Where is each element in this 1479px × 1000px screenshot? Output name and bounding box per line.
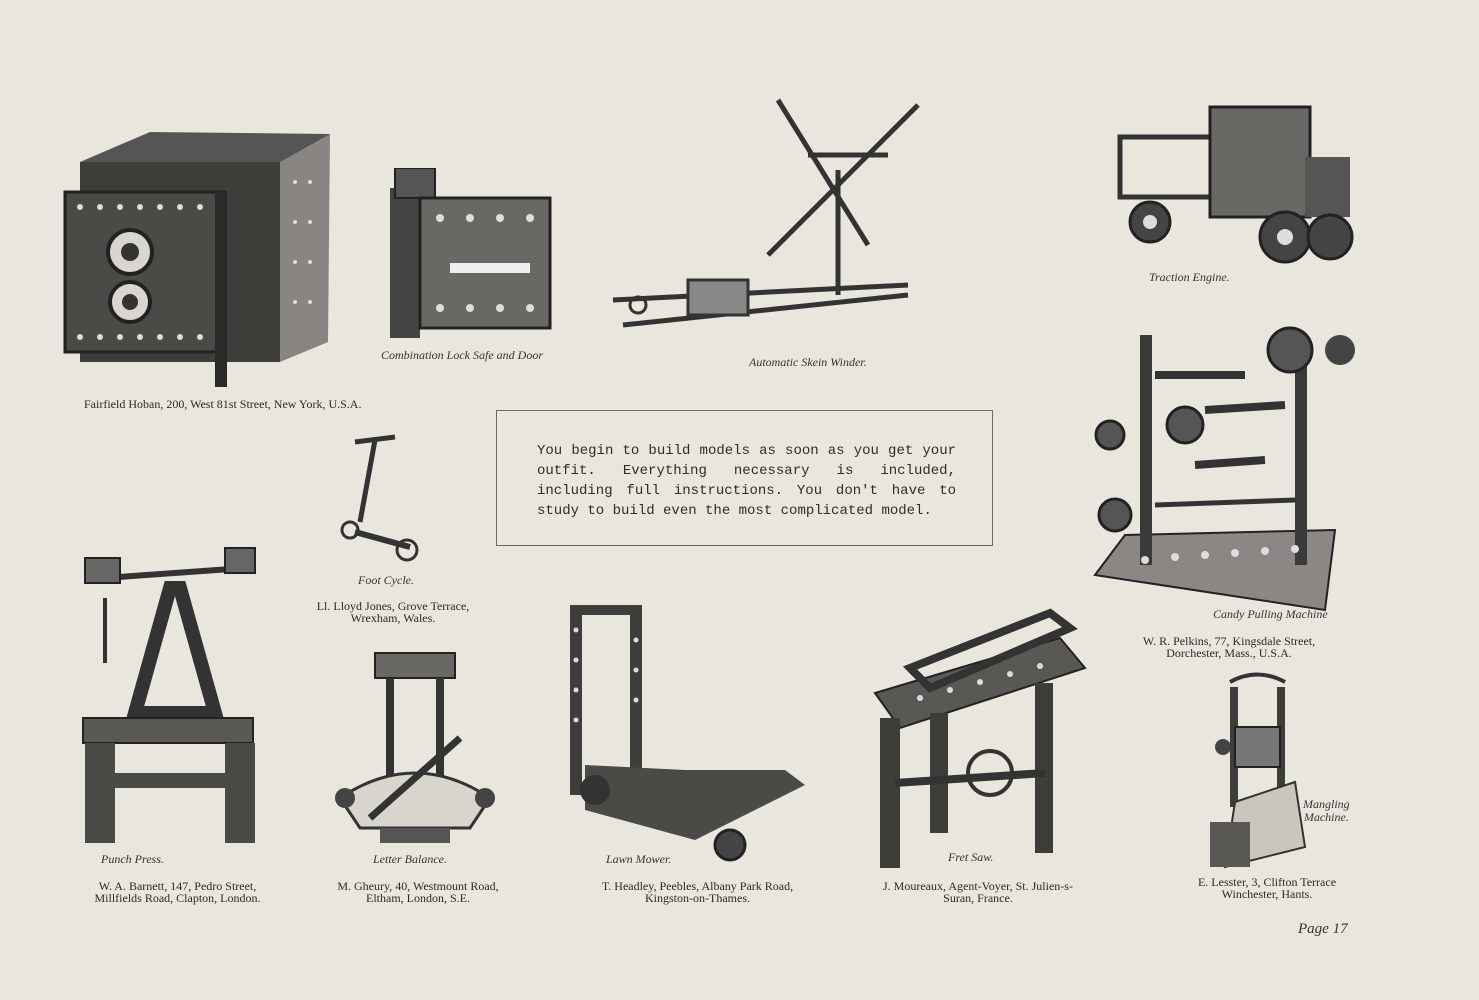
- credit-moureaux: [848, 880, 1108, 904]
- traction-caption: Traction Engine.: [1149, 270, 1230, 284]
- credit-lesster-line1: E. Lesster, 3, Clifton Terrace: [1197, 875, 1337, 889]
- lock-door-illustration: [380, 168, 555, 340]
- candy-pulling-illustration: [1085, 295, 1360, 615]
- credit-lesster-line2: Winchester, Hants.: [1221, 887, 1313, 901]
- fretsaw-caption: Fret Saw.: [948, 850, 994, 864]
- credit-gheury: [313, 880, 523, 904]
- credit-gheury-line1: M. Gheury, 40, Westmount Road,: [337, 879, 499, 893]
- punch-press-illustration: [75, 518, 265, 848]
- credit-jones: [298, 600, 488, 624]
- credit-headley: [570, 880, 825, 904]
- credit-jones-line1: Ll. Lloyd Jones, Grove Terrace,: [316, 599, 470, 613]
- credit-headley-line1: T. Headley, Peebles, Albany Park Road,: [601, 879, 794, 893]
- credit-headley-line2: Kingston-on-Thames.: [645, 891, 750, 905]
- credit-hoban-line: Fairfield Hoban, 200, West 81st Street, New York, U.S.A.: [84, 397, 362, 411]
- page-number: Page 17: [1298, 921, 1348, 937]
- credit-moureaux-line1: J. Moureaux, Agent-Voyer, St. Julien-s-: [883, 879, 1073, 893]
- foot-cycle-illustration: [335, 432, 425, 572]
- credit-barnett: [70, 880, 285, 904]
- lawn-caption: Lawn Mower.: [606, 852, 672, 866]
- traction-engine-illustration: [1115, 97, 1355, 269]
- credit-barnett-line2: Millfields Road, Clapton, London.: [94, 891, 261, 905]
- mangling-caption-line2: Machine.: [1303, 810, 1349, 824]
- credit-pelkins: [1113, 635, 1345, 659]
- candy-caption: Candy Pulling Machine: [1213, 607, 1328, 621]
- footcycle-caption: Foot Cycle.: [358, 573, 414, 587]
- mangling-caption: [1303, 798, 1350, 824]
- letter-balance-illustration: [330, 648, 498, 848]
- mangling-caption-line1: Mangling: [1303, 797, 1350, 811]
- credit-gheury-line2: Eltham, London, S.E.: [366, 891, 470, 905]
- punch-caption: Punch Press.: [101, 852, 164, 866]
- credit-jones-line2: Wrexham, Wales.: [350, 611, 436, 625]
- fret-saw-illustration: [870, 598, 1100, 873]
- credit-pelkins-line2: Dorchester, Mass., U.S.A.: [1166, 646, 1292, 660]
- intro-text: You begin to build models as soon as you get your outfit. Everything necessary is included, including full instructions. You don't have to study to build even the most complicated model.: [537, 443, 956, 519]
- credit-pelkins-line1: W. R. Pelkins, 77, Kingsdale Street,: [1142, 634, 1316, 648]
- skein-winder-illustration: [608, 95, 923, 335]
- skein-caption: Automatic Skein Winder.: [749, 355, 867, 369]
- credit-moureaux-line2: Suran, France.: [943, 891, 1013, 905]
- mangling-machine-illustration: [1205, 672, 1310, 870]
- credit-barnett-line1: W. A. Barnett, 147, Pedro Street,: [98, 879, 257, 893]
- credit-lesster: [1172, 876, 1362, 900]
- safe-illustration: [60, 122, 340, 392]
- lawn-mower-illustration: [565, 600, 815, 865]
- credit-hoban: [84, 398, 361, 410]
- letter-caption: Letter Balance.: [373, 852, 447, 866]
- safe-caption: Combination Lock Safe and Door: [381, 348, 543, 362]
- intro-text-box: [496, 410, 993, 546]
